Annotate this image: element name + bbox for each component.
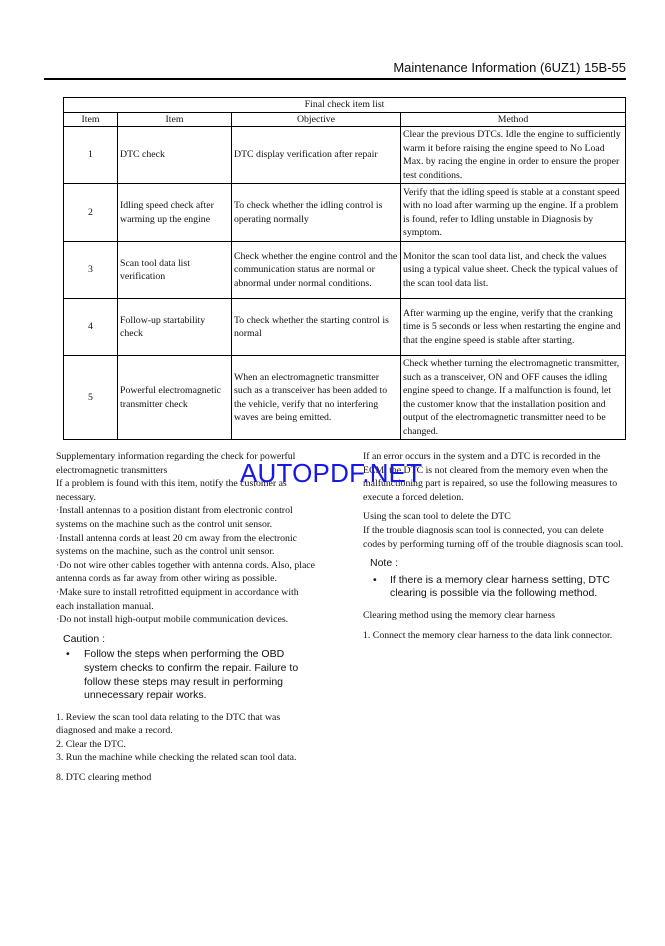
table-row <box>64 184 626 242</box>
item-name: Follow-up startability check <box>118 299 232 356</box>
item-method: After warming up the engine, verify that the cranking time is 5 seconds or less when restarting the engine and that the engine speed is stable after starting. <box>401 299 626 356</box>
item-number: 4 <box>64 299 118 356</box>
note-label: Note : <box>370 557 399 570</box>
column-header: Item <box>64 112 118 127</box>
final-check-table <box>63 97 626 440</box>
harness-title: Clearing method using the memory clear harness <box>363 609 556 621</box>
bullet-icon: • <box>66 648 70 661</box>
table-row <box>64 127 626 184</box>
column-header: Item <box>118 112 232 127</box>
table-row <box>64 242 626 299</box>
caution-block <box>56 648 316 702</box>
supplementary-bullet: ·Install antennas to a position distant from electronic control systems on the machine such as the control unit sensor. <box>56 505 293 530</box>
item-objective: To check whether the idling control is operating normally <box>232 184 401 242</box>
table-header-row <box>64 112 626 127</box>
item-name: Powerful electromagnetic transmitter check <box>118 356 232 440</box>
item-name: Scan tool data list verification <box>118 242 232 299</box>
supplementary-bullet: ·Do not install high-output mobile communication devices. <box>56 614 289 626</box>
caution-label: Caution : <box>63 632 106 645</box>
item-objective: When an electromagnetic transmitter such as a transceiver has been added to the vehicle, verify that no interfering waves are being emitted. <box>232 356 401 440</box>
header-title: Maintenance Information (6UZ1) 15B-55 <box>393 60 626 75</box>
left-column <box>56 450 318 785</box>
item-method: Monitor the scan tool data list, and check the values using a typical value sheet. Check the typical values of the scan tool data list. <box>401 242 626 299</box>
scan-tool-text: If the trouble diagnosis scan tool is connected, you can delete codes by performing turning off of the trouble diagnosis scan tool. <box>363 524 624 550</box>
section-heading: 8. DTC clearing method <box>56 772 152 784</box>
table-row <box>64 299 626 356</box>
item-method: Clear the previous DTCs. Idle the engine to sufficiently warm it before raising the engine speed to No Load Max. by racing the engine in order to ensure the proper test conditions. <box>401 127 626 184</box>
supplementary-bullet: ·Install antenna cords at least 20 cm away from the electronic systems on the machine, such as the control unit sensor. <box>56 532 298 558</box>
dtc-intro: If an error occurs in the system and a DTC is recorded in the ECM, the DTC is not cleared from the memory even when the malfunctioning part is repaired, so use the following measures to execute a forced deletion. <box>363 451 618 503</box>
note-text: If there is a memory clear harness setting, DTC clearing is possible via the following method. <box>390 573 610 600</box>
item-number: 3 <box>64 242 118 299</box>
supplementary-bullet: ·Make sure to install retrofitted equipment in accordance with each installation manual. <box>56 586 299 612</box>
item-name: Idling speed check after warming up the engine <box>118 184 232 242</box>
item-number: 1 <box>64 127 118 184</box>
step: 2. Clear the DTC. <box>56 738 126 750</box>
caution-text: Follow the steps when performing the OBD system checks to confirm the repair. Failure to follow these steps may result in performing unnecessary repair works. <box>84 648 299 702</box>
item-name: DTC check <box>118 127 232 184</box>
table-caption: Final check item list <box>64 98 626 113</box>
item-number: 5 <box>64 356 118 440</box>
note-block <box>363 574 625 601</box>
item-objective: Check whether the engine control and the communication status are normal or abnormal under normal conditions. <box>232 242 401 299</box>
step: 1. Review the scan tool data relating to the DTC that was diagnosed and make a record. <box>56 711 281 737</box>
watermark: AUTOPDF.NET <box>240 458 423 488</box>
supplementary-title: Supplementary information regarding the check for powerful electromagnetic transmitters <box>56 451 296 476</box>
bullet-icon: • <box>373 573 377 586</box>
item-method: Verify that the idling speed is stable at a constant speed with no load after warming up the engine. If a problem is found, refer to Idling unstable in Diagnosis by symptom. <box>401 184 626 242</box>
item-objective: To check whether the starting control is normal <box>232 299 401 356</box>
harness-step: 1. Connect the memory clear harness to the data link connector. <box>363 629 613 641</box>
supplementary-intro: If a problem is found with this item, notify the customer as necessary. <box>56 478 287 503</box>
column-header: Objective <box>232 112 401 127</box>
page-header <box>44 60 626 80</box>
step: 3. Run the machine while checking the related scan tool data. <box>56 752 297 764</box>
item-method: Check whether turning the electromagnetic transmitter, such as a transceiver, ON and OFF causes the idling engine speed to change. If a malfunction is found, let the customer know that the installation position and output of the electromagnetic transmitter need to be changed. <box>401 356 626 440</box>
table-row <box>64 356 626 440</box>
supplementary-bullet: ·Do not wire other cables together with antenna cords. Also, place antenna cords as far away from other wiring as possible. <box>56 559 315 585</box>
column-header: Method <box>401 112 626 127</box>
scan-tool-title: Using the scan tool to delete the DTC <box>363 511 511 523</box>
item-objective: DTC display verification after repair <box>232 127 401 184</box>
item-number: 2 <box>64 184 118 242</box>
